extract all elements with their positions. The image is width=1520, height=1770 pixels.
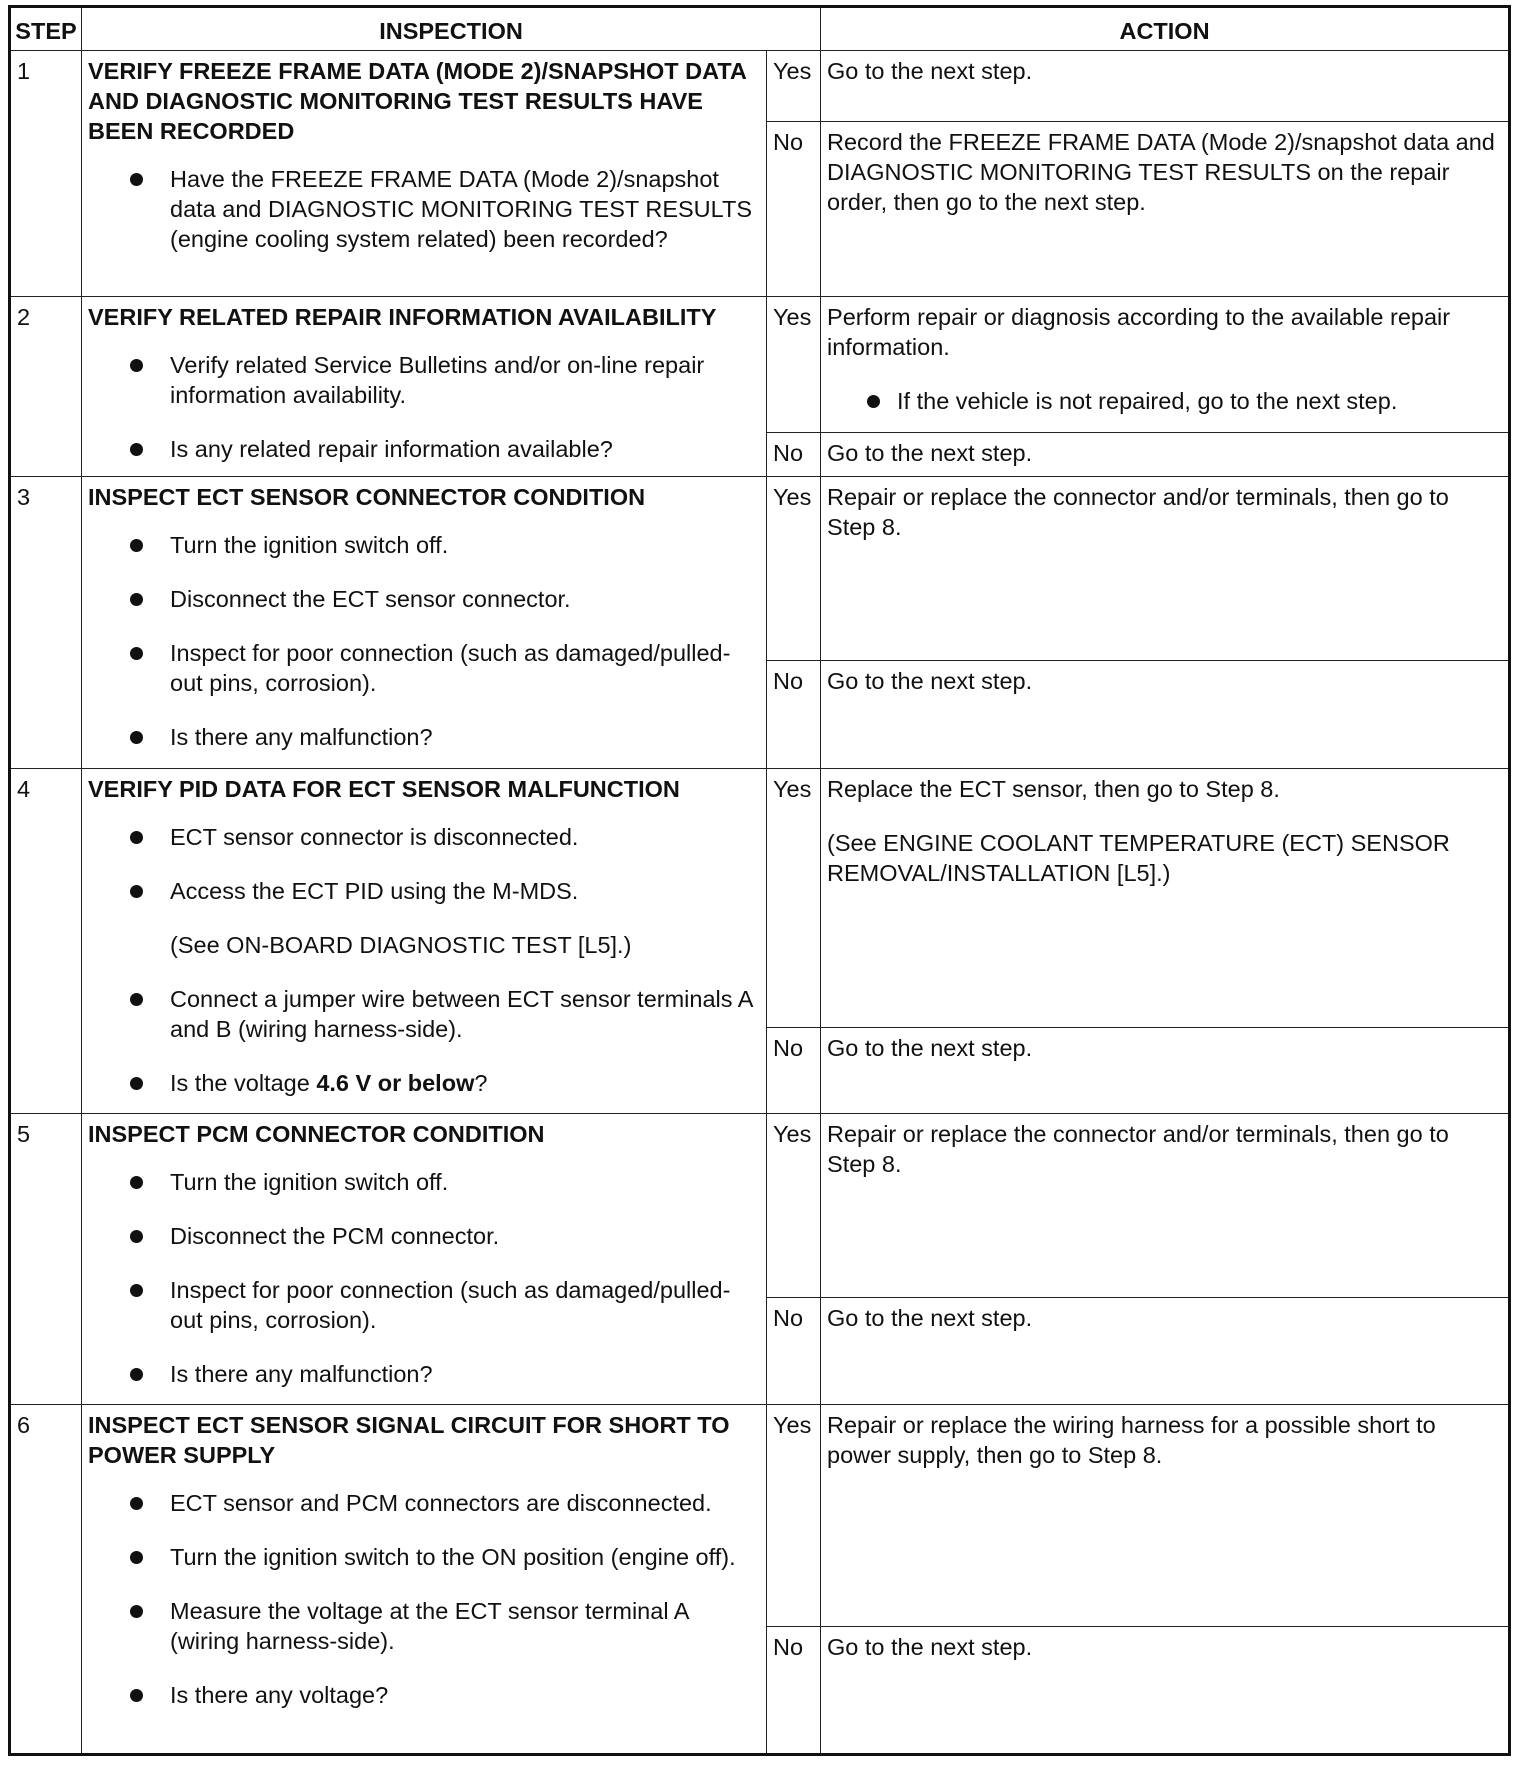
bullet-dot-icon: [130, 1368, 143, 1381]
yes-action: Replace the ECT sensor, then go to Step 8.: [827, 776, 1280, 802]
step-inspection: [82, 1114, 767, 1405]
diagnostic-procedure-sheet: [8, 5, 1508, 1756]
no-label: No: [767, 122, 821, 297]
inspection-bullet: Is any related repair information available?: [130, 434, 760, 464]
step-inspection: [82, 297, 767, 477]
inspection-bullet: Turn the ignition switch to the ON position (engine off).: [130, 1542, 760, 1572]
no-action: Go to the next step.: [821, 1298, 1510, 1405]
yes-label: Yes: [767, 51, 821, 122]
bullet-dot-icon: [130, 831, 143, 844]
header-action: ACTION: [821, 7, 1510, 51]
yes-action-bullet: If the vehicle is not repaired, go to the next step.: [867, 386, 1502, 416]
inspection-bullet: Is there any malfunction?: [130, 722, 760, 752]
step-inspection: [82, 769, 767, 1114]
bullet-dot-icon: [130, 1497, 143, 1510]
inspection-bullet: Measure the voltage at the ECT sensor terminal A (wiring harness-side).: [130, 1596, 760, 1656]
step-5-yes-row: [10, 1114, 1510, 1298]
yes-label: Yes: [767, 769, 821, 1028]
step-title: INSPECT ECT SENSOR SIGNAL CIRCUIT FOR SHORT TO POWER SUPPLY: [88, 1412, 730, 1468]
bullet-dot-icon: [130, 885, 143, 898]
bullet-dot-icon: [130, 1605, 143, 1618]
yes-label: Yes: [767, 1114, 821, 1298]
inspection-bullet: Connect a jumper wire between ECT sensor terminals A and B (wiring harness-side).: [130, 984, 760, 1044]
step-number: 3: [10, 477, 82, 769]
step-1-yes-row: [10, 51, 1510, 122]
inspection-bullet: Have the FREEZE FRAME DATA (Mode 2)/snapshot data and DIAGNOSTIC MONITORING TEST RESULTS (engine cooling system related) been recorded?: [130, 164, 760, 254]
step-title: VERIFY FREEZE FRAME DATA (MODE 2)/SNAPSHOT DATA AND DIAGNOSTIC MONITORING TEST RESULTS HAVE BEEN RECORDED: [88, 58, 747, 144]
step-number: 1: [10, 51, 82, 297]
bullet-dot-icon: [130, 647, 143, 660]
step-6-yes-row: [10, 1405, 1510, 1627]
yes-label: Yes: [767, 1405, 821, 1627]
inspection-bullets: [88, 164, 760, 254]
yes-action: Repair or replace the wiring harness for a possible short to power supply, then go to Step 8.: [821, 1405, 1510, 1627]
step-number: 4: [10, 769, 82, 1114]
inspection-bullet: Turn the ignition switch off.: [130, 530, 760, 560]
bullet-dot-icon: [130, 1689, 143, 1702]
no-action: Go to the next step.: [821, 661, 1510, 769]
diagnostic-table: [8, 5, 1511, 1756]
header-inspection: INSPECTION: [82, 7, 821, 51]
bullet-dot-icon: [130, 1551, 143, 1564]
bullet-dot-icon: [130, 731, 143, 744]
yes-action: Repair or replace the connector and/or terminals, then go to Step 8.: [821, 477, 1510, 661]
bullet-dot-icon: [130, 1284, 143, 1297]
yes-action: Perform repair or diagnosis according to the available repair information.: [827, 304, 1451, 360]
inspection-bullet: Inspect for poor connection (such as damaged/pulled-out pins, corrosion).: [130, 638, 760, 698]
inspection-bullet: Disconnect the PCM connector.: [130, 1221, 760, 1251]
inspection-bullet: Inspect for poor connection (such as damaged/pulled-out pins, corrosion).: [130, 1275, 760, 1335]
header-step: STEP: [10, 7, 82, 51]
step-number: 2: [10, 297, 82, 477]
inspection-bullet: Is there any malfunction?: [130, 1359, 760, 1389]
bullet-note: (See ON-BOARD DIAGNOSTIC TEST [L5].): [170, 932, 632, 958]
yes-label: Yes: [767, 477, 821, 661]
step-number: 5: [10, 1114, 82, 1405]
bullet-dot-icon: [130, 173, 143, 186]
inspection-bullet: ECT sensor and PCM connectors are disconnected.: [130, 1488, 760, 1518]
inspection-bullets: [88, 1488, 760, 1710]
inspection-bullet: Disconnect the ECT sensor connector.: [130, 584, 760, 614]
inspection-bullet: Access the ECT PID using the M-MDS. (See ON-BOARD DIAGNOSTIC TEST [L5].): [130, 876, 760, 960]
step-3-yes-row: [10, 477, 1510, 661]
no-label: No: [767, 1028, 821, 1114]
inspection-bullets: [88, 822, 760, 1098]
bullet-dot-icon: [130, 1176, 143, 1189]
inspection-bullet: ECT sensor connector is disconnected.: [130, 822, 760, 852]
yes-action-bullets: [827, 386, 1502, 416]
bullet-dot-icon: [867, 395, 880, 408]
step-title: VERIFY PID DATA FOR ECT SENSOR MALFUNCTION: [88, 776, 680, 802]
yes-action-reference: (See ENGINE COOLANT TEMPERATURE (ECT) SENSOR REMOVAL/INSTALLATION [L5].): [827, 830, 1450, 886]
bullet-dot-icon: [130, 359, 143, 372]
no-label: No: [767, 661, 821, 769]
inspection-bullets: [88, 350, 760, 464]
yes-action: Go to the next step.: [821, 51, 1510, 122]
bullet-dot-icon: [130, 1077, 143, 1090]
inspection-bullet: Verify related Service Bulletins and/or on-line repair information availability.: [130, 350, 760, 410]
step-inspection: [82, 477, 767, 769]
yes-action-cell: [821, 297, 1510, 433]
step-inspection: [82, 1405, 767, 1755]
bullet-dot-icon: [130, 1230, 143, 1243]
step-4-yes-row: [10, 769, 1510, 1028]
no-label: No: [767, 433, 821, 477]
step-title: INSPECT PCM CONNECTOR CONDITION: [88, 1121, 545, 1147]
header-row: [10, 7, 1510, 51]
step-title: VERIFY RELATED REPAIR INFORMATION AVAILABILITY: [88, 304, 717, 330]
no-action: Go to the next step.: [821, 1028, 1510, 1114]
bullet-dot-icon: [130, 443, 143, 456]
step-title: INSPECT ECT SENSOR CONNECTOR CONDITION: [88, 484, 646, 510]
bullet-dot-icon: [130, 593, 143, 606]
step-inspection: [82, 51, 767, 297]
yes-label: Yes: [767, 297, 821, 433]
no-label: No: [767, 1627, 821, 1755]
no-action: Go to the next step.: [821, 1627, 1510, 1755]
inspection-bullet: Is there any voltage?: [130, 1680, 760, 1710]
no-action: Go to the next step.: [821, 433, 1510, 477]
inspection-bullets: [88, 530, 760, 752]
inspection-bullets: [88, 1167, 760, 1389]
no-action: Record the FREEZE FRAME DATA (Mode 2)/snapshot data and DIAGNOSTIC MONITORING TEST RESULTS on the repair order, then go to the next step.: [821, 122, 1510, 297]
step-2-yes-row: [10, 297, 1510, 433]
no-label: No: [767, 1298, 821, 1405]
yes-action: Repair or replace the connector and/or terminals, then go to Step 8.: [821, 1114, 1510, 1298]
step-number: 6: [10, 1405, 82, 1755]
yes-action-cell: [821, 769, 1510, 1028]
bullet-dot-icon: [130, 539, 143, 552]
voltage-threshold: 4.6 V or below: [316, 1070, 475, 1096]
bullet-dot-icon: [130, 993, 143, 1006]
inspection-bullet: Is the voltage 4.6 V or below?: [130, 1068, 760, 1098]
inspection-bullet: Turn the ignition switch off.: [130, 1167, 760, 1197]
